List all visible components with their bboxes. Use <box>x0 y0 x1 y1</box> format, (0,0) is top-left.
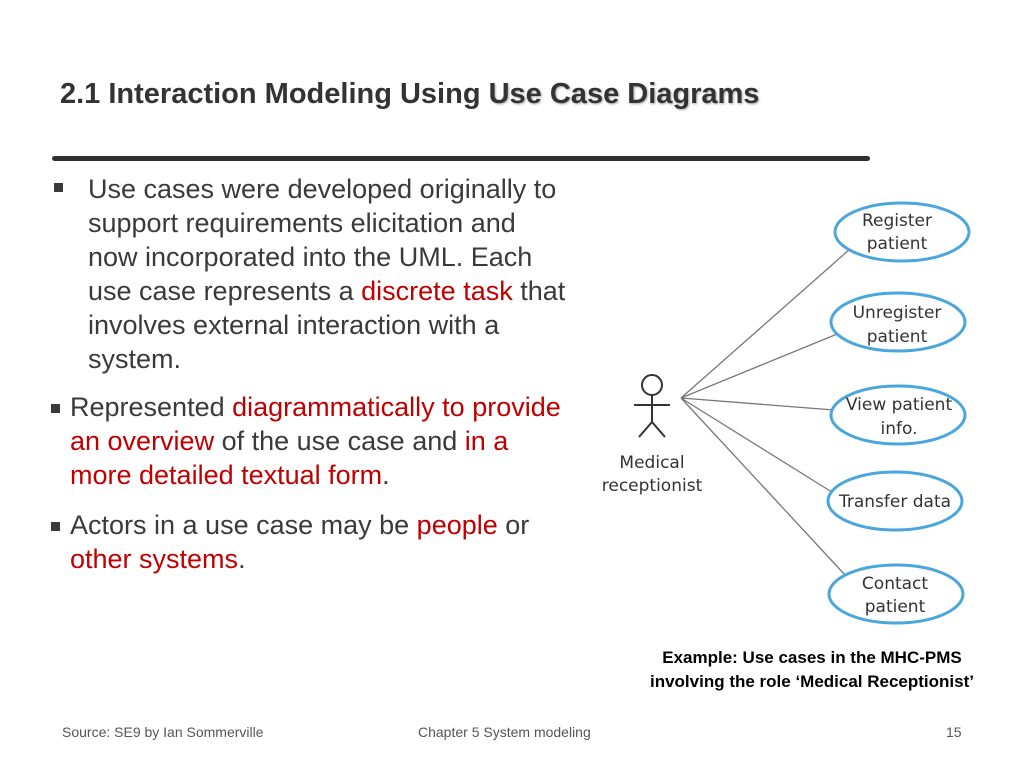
use-case-label: patient <box>864 597 926 617</box>
association-line <box>681 249 850 398</box>
actor-figure <box>634 375 670 437</box>
association-line <box>681 398 835 494</box>
bullet-text: Actors in a use case may be <box>70 510 417 540</box>
association-lines <box>681 249 850 576</box>
bullet-emphasis: diagrammatically to provide an overview <box>70 392 561 456</box>
bullet-emphasis: in a more detailed textual form <box>70 426 509 490</box>
bullet-text: of the use case and <box>214 426 465 456</box>
association-line <box>681 332 842 398</box>
bullet-emphasis: discrete task <box>361 276 513 306</box>
bullet-text: . <box>238 544 246 574</box>
bullet-text: that involves external interaction with a system. <box>88 276 566 374</box>
bullet-text: . <box>382 460 390 490</box>
bullet-text: or <box>497 510 530 540</box>
caption-line1: Example: Use cases in the MHC-PMS <box>662 648 962 667</box>
actor-label-line2: receptionist <box>601 476 703 496</box>
actor-label <box>602 453 703 496</box>
title-plain: 2.1 Interaction Modeling Using <box>60 78 489 110</box>
title-highlight: Use Case Diagrams <box>488 78 760 110</box>
use-case-label: Unregister <box>852 303 942 323</box>
caption-line2: involving the role ‘Medical Receptionist’ <box>649 672 974 691</box>
bullet-text: Represented <box>70 392 233 422</box>
actor-leg-right <box>652 422 665 437</box>
actor-head <box>642 375 662 395</box>
use-case-label: Contact <box>861 574 929 594</box>
use-case-label: View patient <box>845 395 953 415</box>
use-case-label: info. <box>880 419 918 439</box>
page-number: 15 <box>946 724 962 740</box>
bullet-text: Use cases were developed originally to support requirements elicitation and now incorporated into the UML. Each use case represents a <box>88 174 557 306</box>
use-case-labels <box>838 211 952 617</box>
footer-source: Source: SE9 by Ian Sommerville <box>62 724 264 740</box>
actor-leg-left <box>639 422 652 437</box>
association-line <box>681 398 834 410</box>
footer-chapter: Chapter 5 System modeling <box>418 724 591 740</box>
use-case-label: Transfer data <box>838 492 952 512</box>
use-case-label: patient <box>866 327 928 347</box>
actor-label-line1: Medical <box>619 453 685 473</box>
use-case-label: patient <box>866 234 928 254</box>
association-line <box>681 398 846 576</box>
use-case-label: Register <box>862 211 932 231</box>
diagram-caption <box>612 646 1012 694</box>
bullet-emphasis: people <box>416 510 498 540</box>
bullet-emphasis: other systems <box>70 544 239 574</box>
